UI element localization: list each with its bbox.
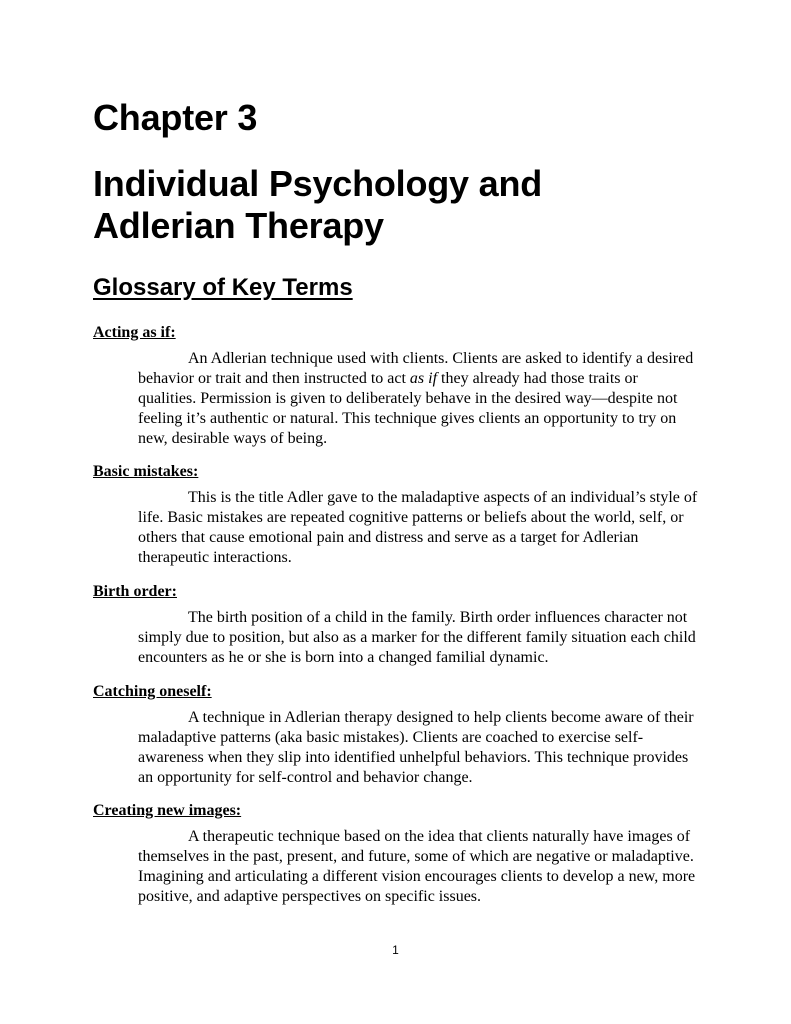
glossary-entry-catching-oneself — [93, 682, 703, 788]
page-title-line-1: Individual Psychology and — [93, 163, 543, 204]
page-title — [93, 163, 713, 247]
glossary-term: Birth order: — [93, 583, 177, 600]
glossary-definition: The birth position of a child in the family. Birth order influences character not simply due to position, but also as a marker for the different family situation each child encounters as he or she is born into a changed familial dynamic. — [138, 609, 696, 666]
glossary-definition: A therapeutic technique based on the idea that clients naturally have images of themselves in the past, present, and future, some of which are negative or maladaptive. Imagining and articulating a different vision encourages clients to develop a new, more positive, and adaptive perspectives on specific issues. — [138, 828, 696, 905]
glossary-term: Catching oneself: — [93, 683, 212, 700]
glossary-heading: Glossary of Key Terms — [93, 274, 353, 301]
glossary-definition: This is the title Adler gave to the maladaptive aspects of an individual’s style of life. Basic mistakes are repeated cognitive patterns or beliefs about the world, self, or others that cause emotional pain and distress and serve as a target for Adlerian therapeutic interactions. — [138, 489, 698, 566]
glossary-term: Acting as if: — [93, 324, 176, 341]
glossary-term: Basic mistakes: — [93, 463, 199, 480]
glossary-entry-acting-as-if — [93, 323, 703, 449]
page-title-line-2: Adlerian Therapy — [93, 205, 384, 246]
definition-text: they already had those traits or qualities. Permission is given to deliberately behave in the desired way—despite not feeling it’s authentic or natural. This technique gives clients an opportunity to try on new, desirable ways of being. — [138, 370, 678, 447]
glossary-entry-basic-mistakes — [93, 462, 703, 568]
glossary-definition: A technique in Adlerian therapy designed to help clients become aware of their maladaptive patterns (aka basic mistakes). Clients are coached to exercise self-awareness when they slip into identified unhelpful behaviors. This technique provides an opportunity for self-control and behavior change. — [138, 709, 694, 786]
chapter-title: Chapter 3 — [93, 97, 258, 138]
glossary-definition — [138, 349, 698, 449]
page-number: 1 — [392, 943, 399, 957]
definition-emphasis: as if — [409, 370, 438, 387]
glossary-term: Creating new images: — [93, 802, 242, 819]
glossary-entry-birth-order — [93, 582, 703, 668]
definition-text: An Adlerian technique used with clients. Clients are asked to identify a desired behavior or trait and then instructed to act — [138, 350, 694, 387]
glossary-entry-creating-new-images — [93, 801, 703, 907]
